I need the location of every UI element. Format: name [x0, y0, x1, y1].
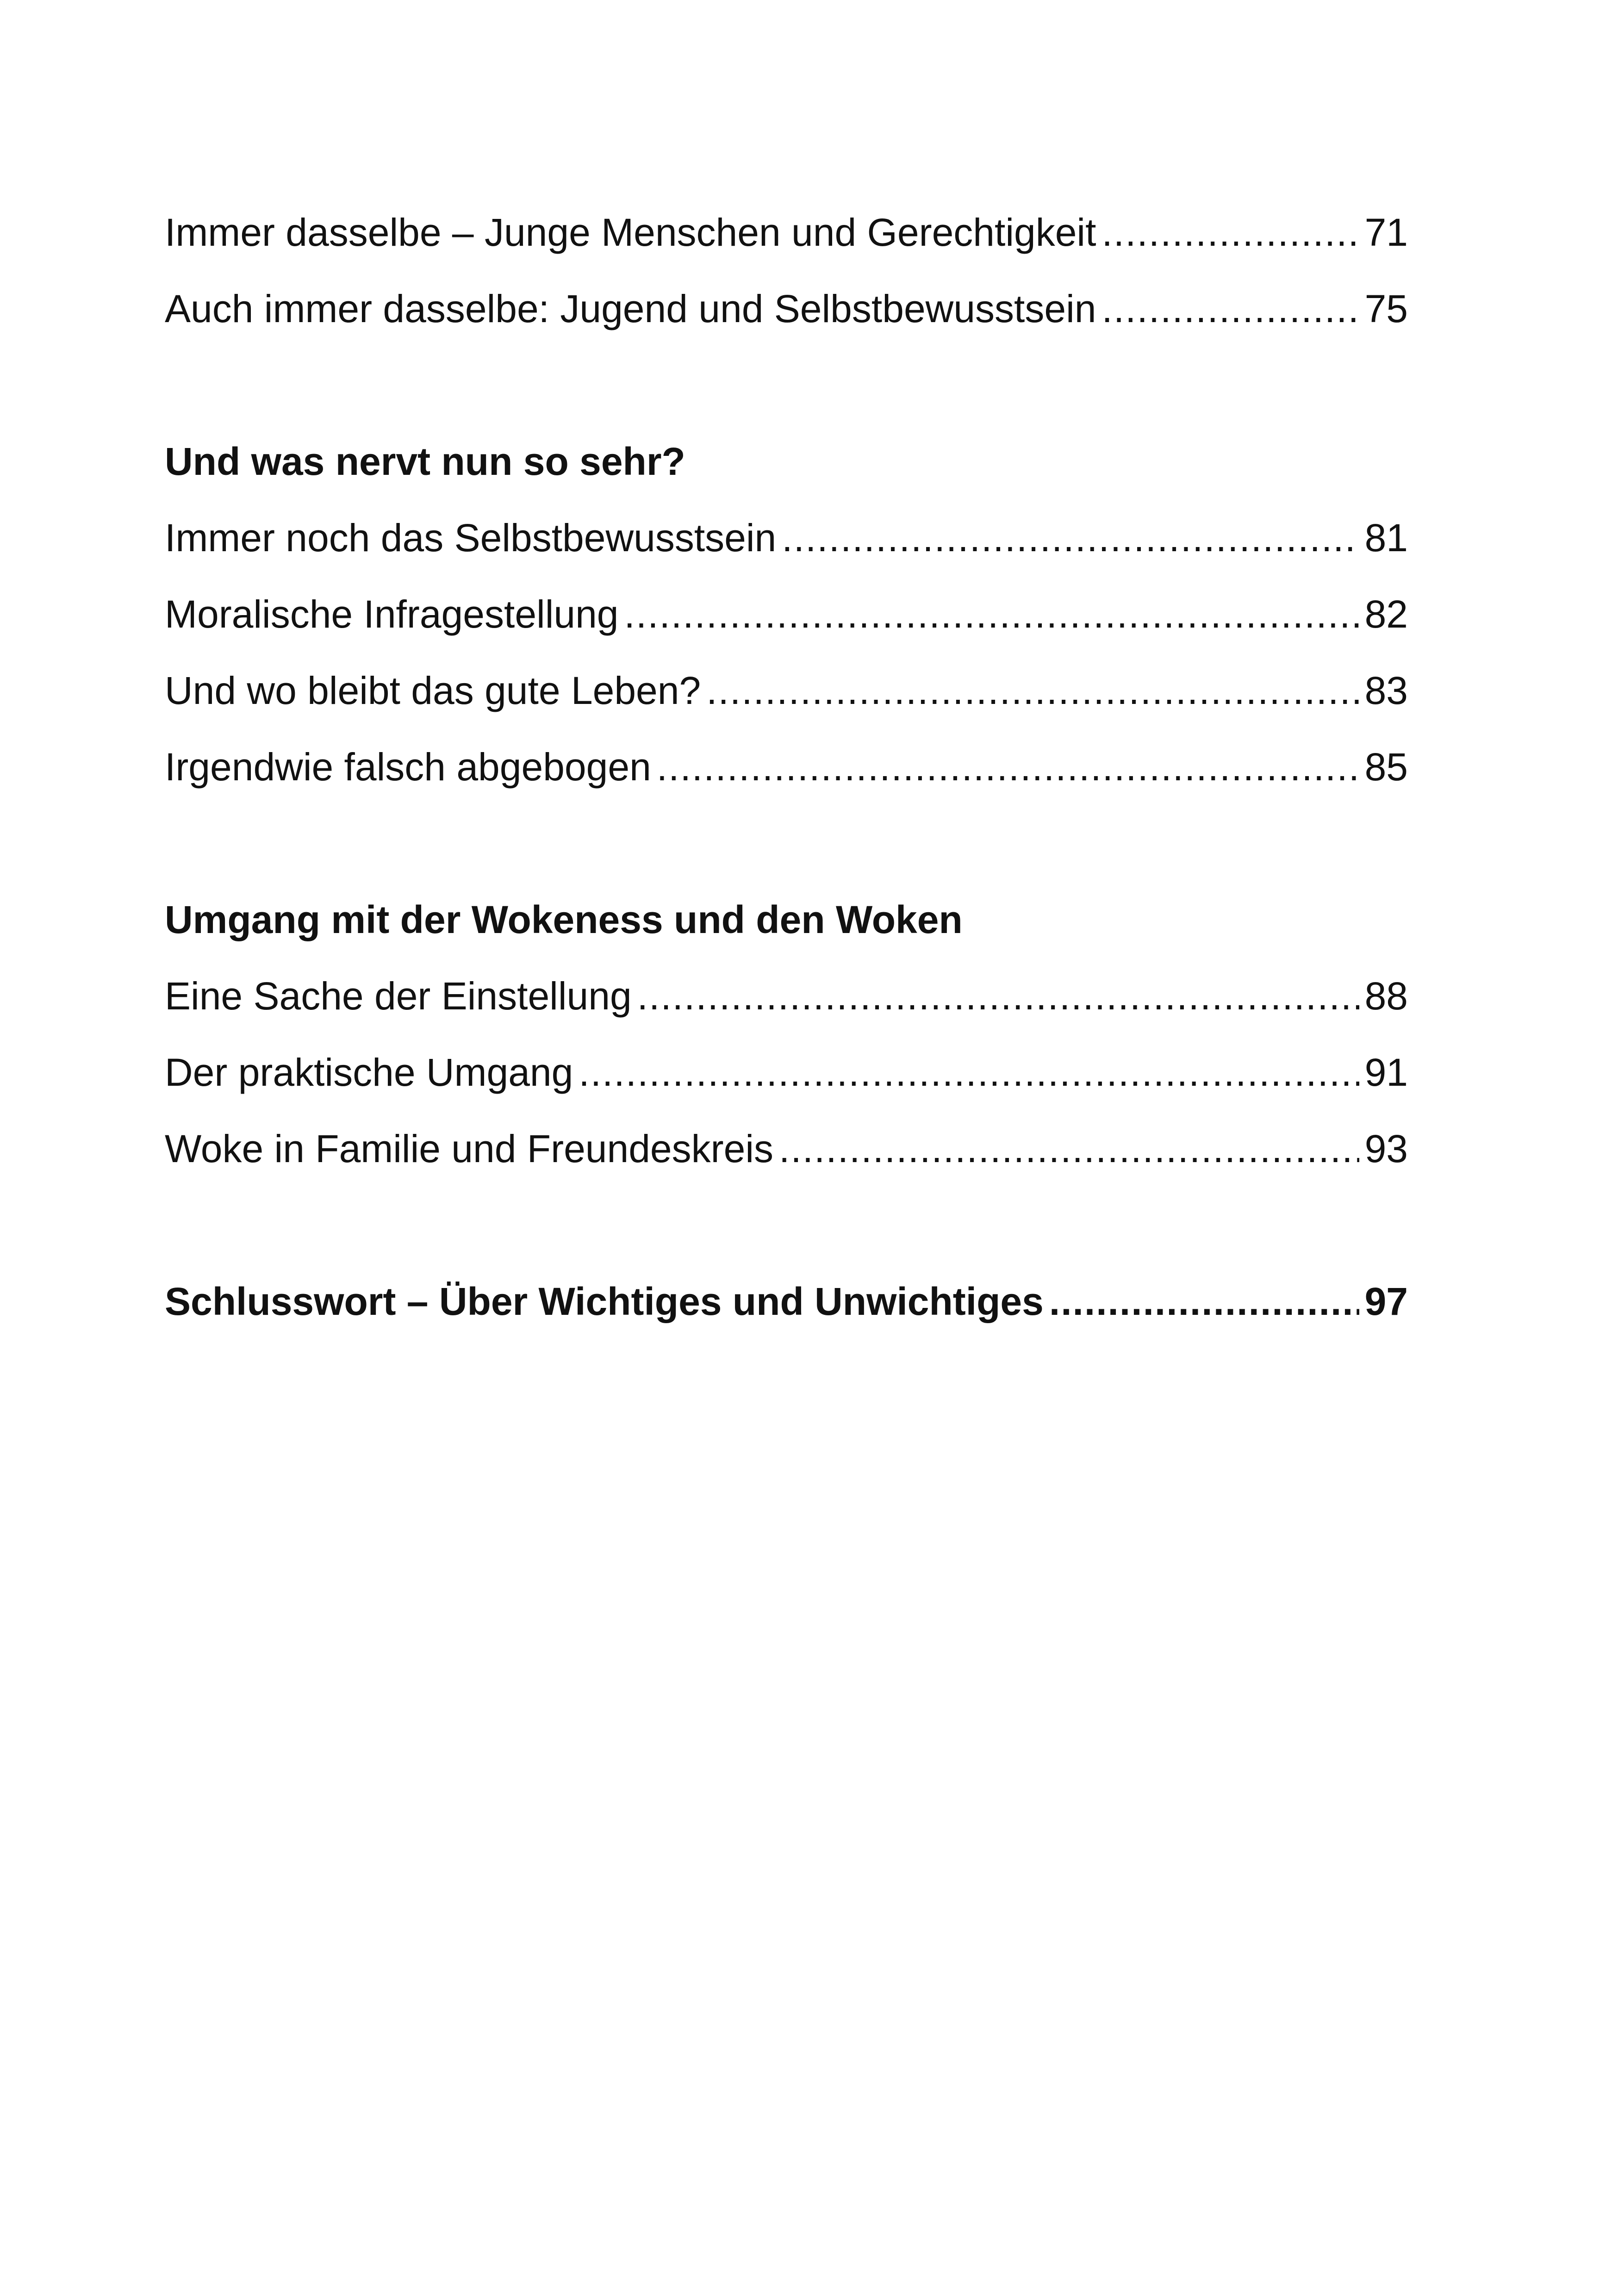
toc-entry[interactable] [165, 576, 1408, 653]
toc-section-1 [165, 423, 1408, 805]
toc-entry-page: 97 [1364, 1280, 1408, 1323]
toc-entry-page: 83 [1364, 669, 1408, 712]
toc-entry[interactable] [165, 1034, 1408, 1111]
toc-entry[interactable] [165, 653, 1408, 729]
table-of-contents [165, 194, 1408, 1340]
toc-entry-page: 88 [1364, 974, 1408, 1018]
toc-entry-title: Schlusswort – Über Wichtiges und Unwichtiges [165, 1280, 1044, 1323]
section-heading: Umgang mit der Wokeness und den Woken [165, 898, 963, 941]
dot-leader [1101, 271, 1359, 347]
toc-entry-title: Und wo bleibt das gute Leben? [165, 669, 701, 712]
toc-entry-title: Immer noch das Selbstbewusstsein [165, 516, 777, 560]
toc-entry-page: 71 [1364, 211, 1408, 254]
toc-intro-group [165, 194, 1408, 347]
toc-entry-page: 93 [1364, 1127, 1408, 1170]
toc-entry[interactable] [165, 271, 1408, 347]
toc-entry-title: Woke in Familie und Freundeskreis [165, 1127, 774, 1170]
dot-leader [657, 729, 1359, 805]
toc-entry-title: Der praktische Umgang [165, 1051, 573, 1094]
toc-entry[interactable] [165, 1111, 1408, 1187]
toc-entry[interactable] [165, 958, 1408, 1034]
toc-closing-group [165, 1263, 1408, 1340]
dot-leader [1101, 194, 1359, 271]
dot-leader [624, 576, 1359, 653]
toc-entry-page: 81 [1364, 516, 1408, 560]
toc-entry-page: 75 [1364, 287, 1408, 330]
toc-entry-page: 85 [1364, 745, 1408, 789]
toc-entry-title: Eine Sache der Einstellung [165, 974, 632, 1018]
dot-leader [782, 500, 1359, 576]
toc-entry[interactable] [165, 500, 1408, 576]
toc-entry-title: Immer dasselbe – Junge Menschen und Gerechtigkeit [165, 211, 1096, 254]
toc-entry-title: Moralische Infragestellung [165, 592, 619, 636]
toc-entry[interactable] [165, 729, 1408, 805]
toc-entry[interactable] [165, 194, 1408, 271]
toc-entry-page: 91 [1364, 1051, 1408, 1094]
toc-entry-closing[interactable] [165, 1263, 1408, 1340]
section-heading: Und was nervt nun so sehr? [165, 440, 685, 483]
toc-section-2 [165, 882, 1408, 1187]
dot-leader [779, 1111, 1359, 1187]
dot-leader [706, 653, 1359, 729]
toc-entry-page: 82 [1364, 592, 1408, 636]
toc-entry-title: Auch immer dasselbe: Jugend und Selbstbewusstsein [165, 287, 1096, 330]
dot-leader [637, 958, 1359, 1034]
dot-leader [1049, 1263, 1359, 1340]
dot-leader [579, 1034, 1359, 1111]
toc-entry-title: Irgendwie falsch abgebogen [165, 745, 651, 789]
